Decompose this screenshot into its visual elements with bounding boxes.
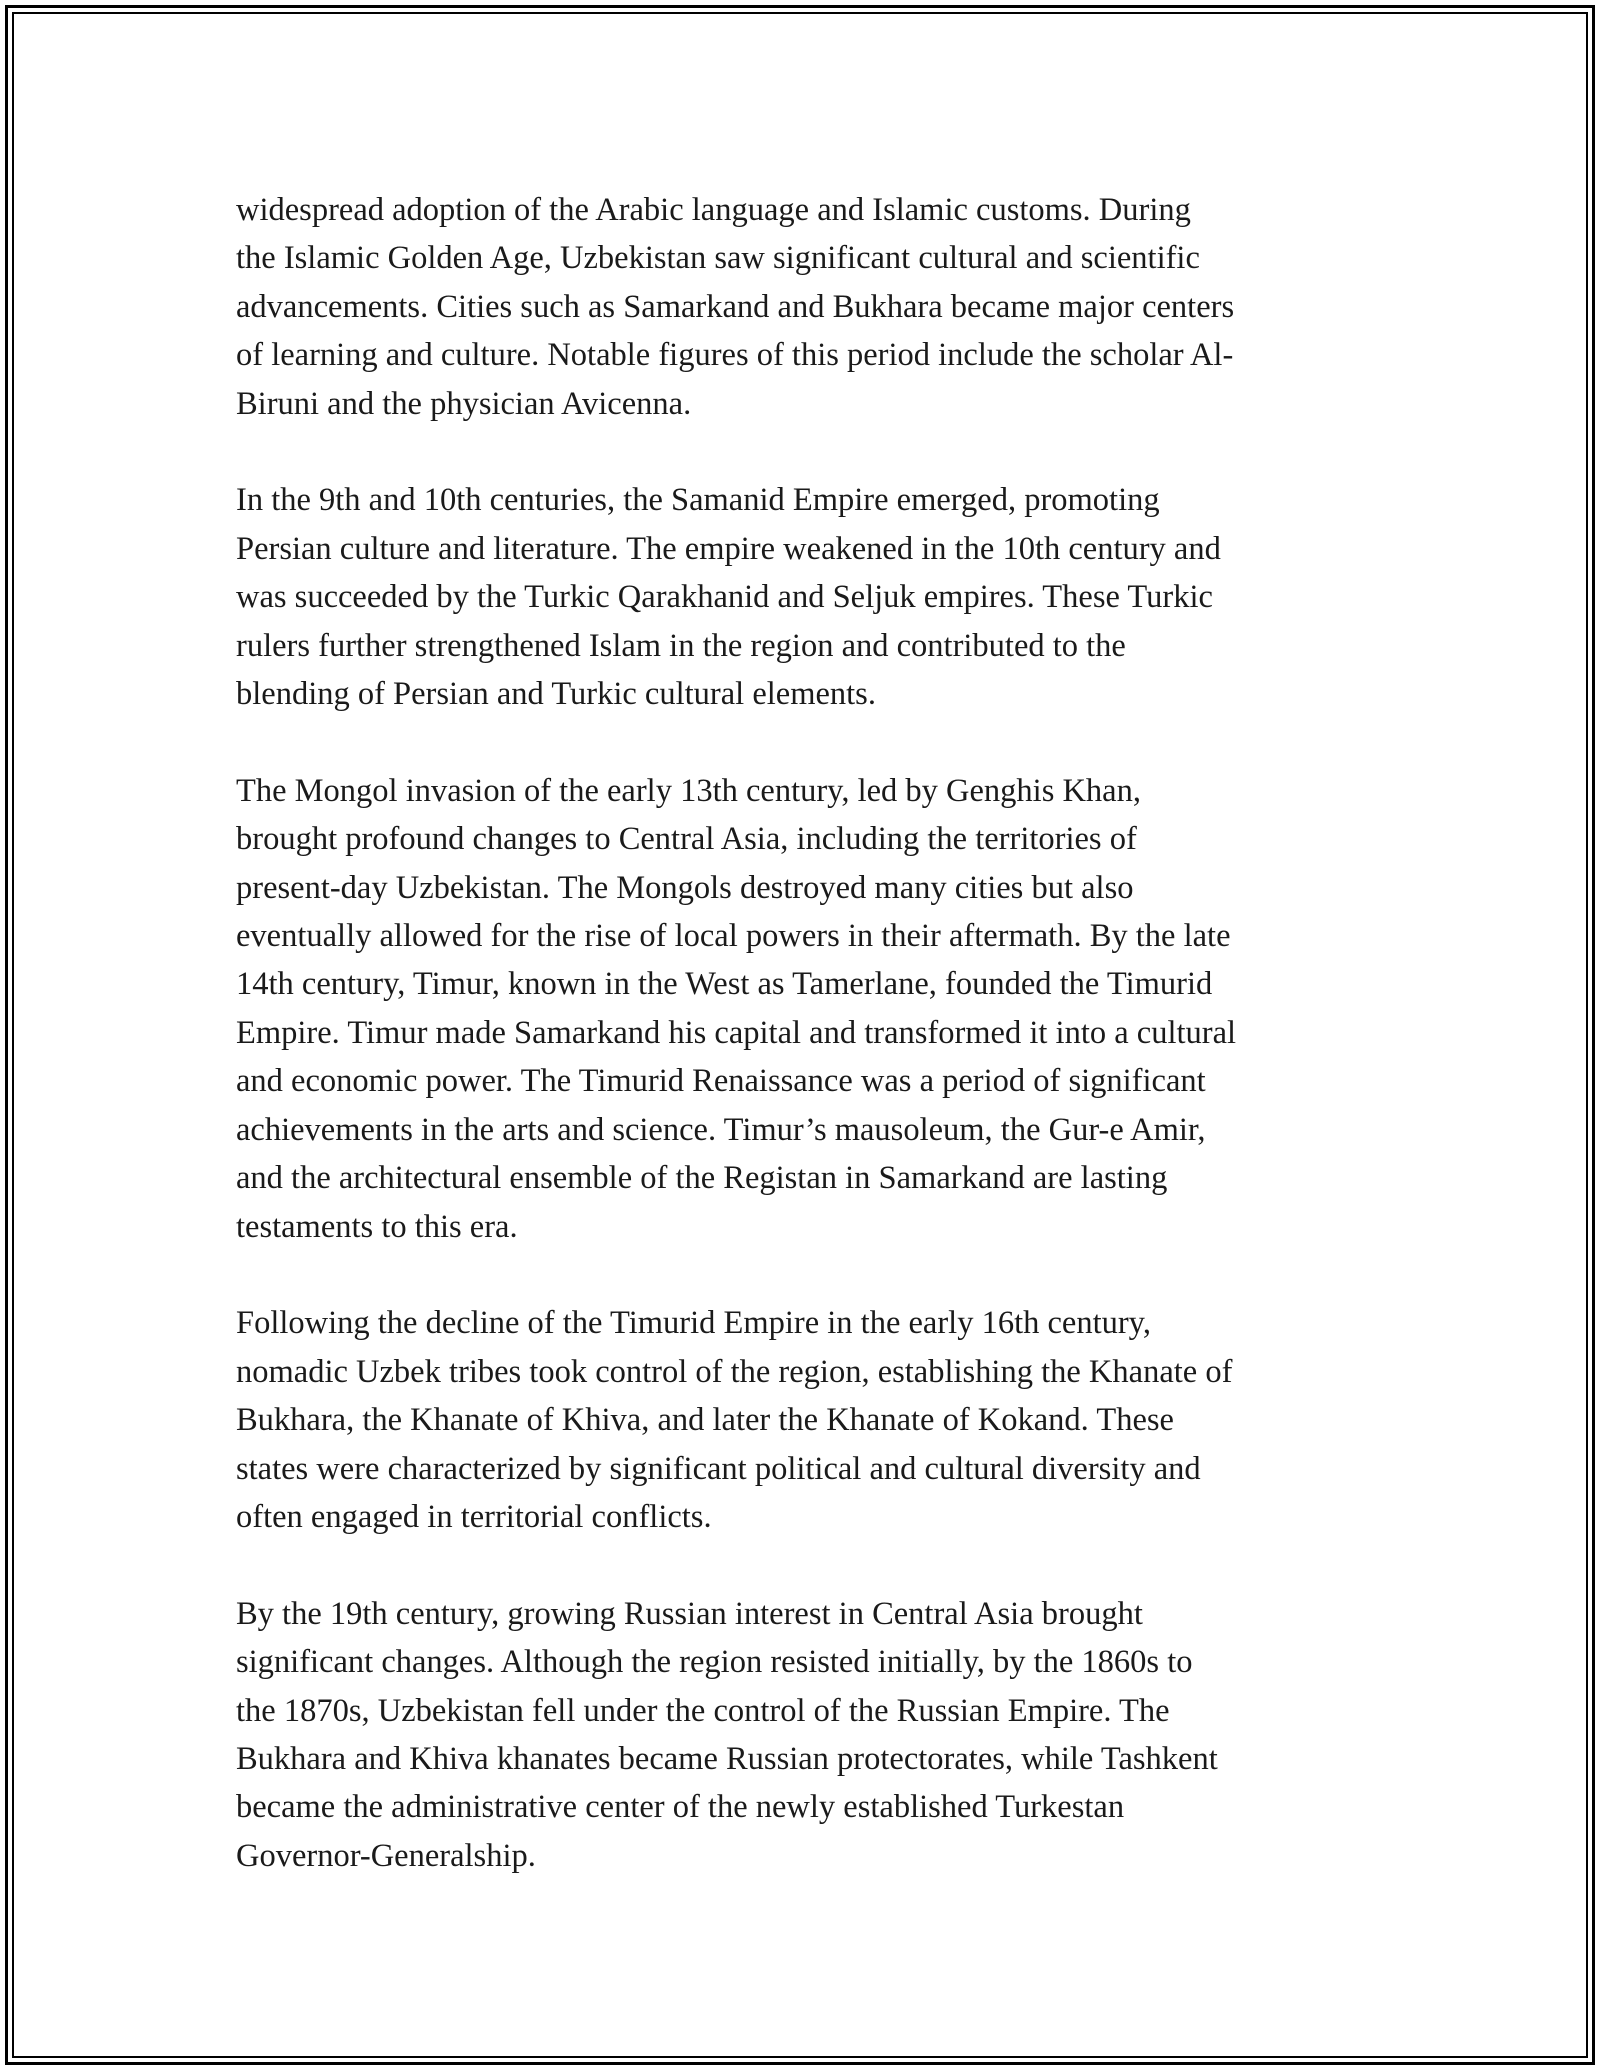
text-line: advancements. Cities such as Samarkand and Bukhara became major centers [236,288,1235,325]
text-line: Governor-Generalship. [236,1837,536,1874]
text-line: the Islamic Golden Age, Uzbekistan saw significant cultural and scientific [236,240,1200,277]
paragraph-samanid-empire [236,476,1376,718]
text-line: nomadic Uzbek tribes took control of the region, establishing the Khanate of [236,1353,1233,1390]
text-line: was succeeded by the Turkic Qarakhanid and Seljuk empires. These Turkic [236,579,1213,616]
text-line: In the 9th and 10th centuries, the Samanid Empire emerged, promoting [236,482,1160,519]
text-line: blending of Persian and Turkic cultural elements. [236,676,876,713]
text-line: eventually allowed for the rise of local powers in their aftermath. By the late [236,918,1231,955]
text-line: and economic power. The Timurid Renaissance was a period of significant [236,1063,1206,1100]
text-line: brought profound changes to Central Asia, including the territories of [236,821,1137,858]
text-line: Following the decline of the Timurid Empire in the early 16th century, [236,1305,1151,1342]
document-body [236,186,1376,1929]
text-line: of learning and culture. Notable figures of this period include the scholar Al- [236,337,1234,374]
text-line: present-day Uzbekistan. The Mongols destroyed many cities but also [236,869,1134,906]
text-line: widespread adoption of the Arabic language and Islamic customs. During [236,192,1191,228]
text-line: states were characterized by significant political and cultural diversity and [236,1450,1201,1487]
text-line: became the administrative center of the newly established Turkestan [236,1789,1125,1826]
text-line: achievements in the arts and science. Timur’s mausoleum, the Gur-e Amir, [236,1111,1206,1148]
text-line: Empire. Timur made Samarkand his capital and transformed it into a cultural [236,1014,1237,1051]
paragraph-islamic-golden-age [236,186,1376,428]
text-line: often engaged in territorial conflicts. [236,1498,712,1535]
paragraph-mongol-timurid [236,767,1376,1251]
text-line: Bukhara, the Khanate of Khiva, and later the Khanate of Kokand. These [236,1402,1174,1439]
text-line: 14th century, Timur, known in the West as Tamerlane, founded the Timurid [236,966,1213,1003]
text-line: and the architectural ensemble of the Registan in Samarkand are lasting [236,1160,1168,1197]
text-line: testaments to this era. [236,1208,518,1245]
text-line: the 1870s, Uzbekistan fell under the control of the Russian Empire. The [236,1692,1170,1729]
paragraph-uzbek-khanates [236,1299,1376,1541]
text-line: rulers further strengthened Islam in the region and contributed to the [236,627,1126,664]
text-line: Bukhara and Khiva khanates became Russian protectorates, while Tashkent [236,1740,1218,1777]
text-line: Biruni and the physician Avicenna. [236,385,692,422]
text-line: significant changes. Although the region resisted initially, by the 1860s to [236,1644,1193,1681]
text-line: Persian culture and literature. The empire weakened in the 10th century and [236,530,1221,567]
text-line: By the 19th century, growing Russian interest in Central Asia brought [236,1595,1143,1632]
paragraph-russian-empire [236,1590,1376,1880]
text-line: The Mongol invasion of the early 13th century, led by Genghis Khan, [236,772,1141,809]
